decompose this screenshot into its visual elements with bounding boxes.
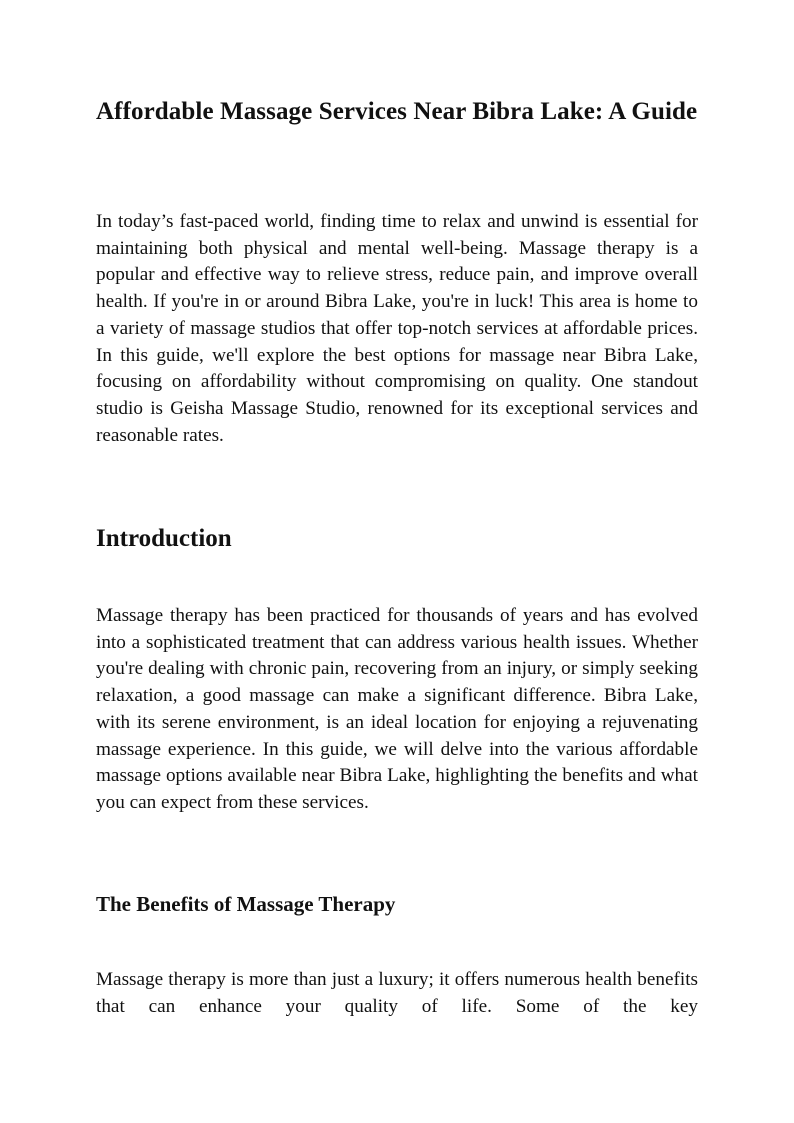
intro-paragraph: In today’s fast-paced world, finding time to relax and unwind is essential for maintaining both physical and mental well-being. Massage therapy is a popular and effective way to relieve stress, reduce pain, and improve overall health. If you're in or around Bibra Lake, you're in luck! This area is home to a variety of massage studios that offer top-notch services at affordable prices. In this guide, we'll explore the best options for massage near Bibra Lake, focusing on affordability without compromising on quality. One standout studio is Geisha Massage Studio, renowned for its exceptional services and reasonable rates. bbox=[96, 211, 698, 446]
section-paragraph-introduction: Massage therapy has been practiced for thousands of years and has evolved into a sophisticated treatment that can address various health issues. Whether you're dealing with chronic pain, recovering from an injury, or simply seeking relaxation, a good massage can make a significant difference. Bibra Lake, with its serene environment, is an ideal location for enjoying a rejuvenating massage experience. In this guide, we will delve into the various affordable massage options available near Bibra Lake, highlighting the benefits and what you can expect from these services. bbox=[96, 605, 698, 813]
document-title: Affordable Massage Services Near Bibra Lake: A Guide bbox=[96, 98, 698, 125]
section-heading-introduction: Introduction bbox=[96, 525, 232, 552]
section-paragraph-benefits: Massage therapy is more than just a luxury; it offers numerous health benefits that can enhance your quality of life. Some of the key bbox=[96, 969, 698, 1017]
section-heading-benefits: The Benefits of Massage Therapy bbox=[96, 892, 396, 916]
